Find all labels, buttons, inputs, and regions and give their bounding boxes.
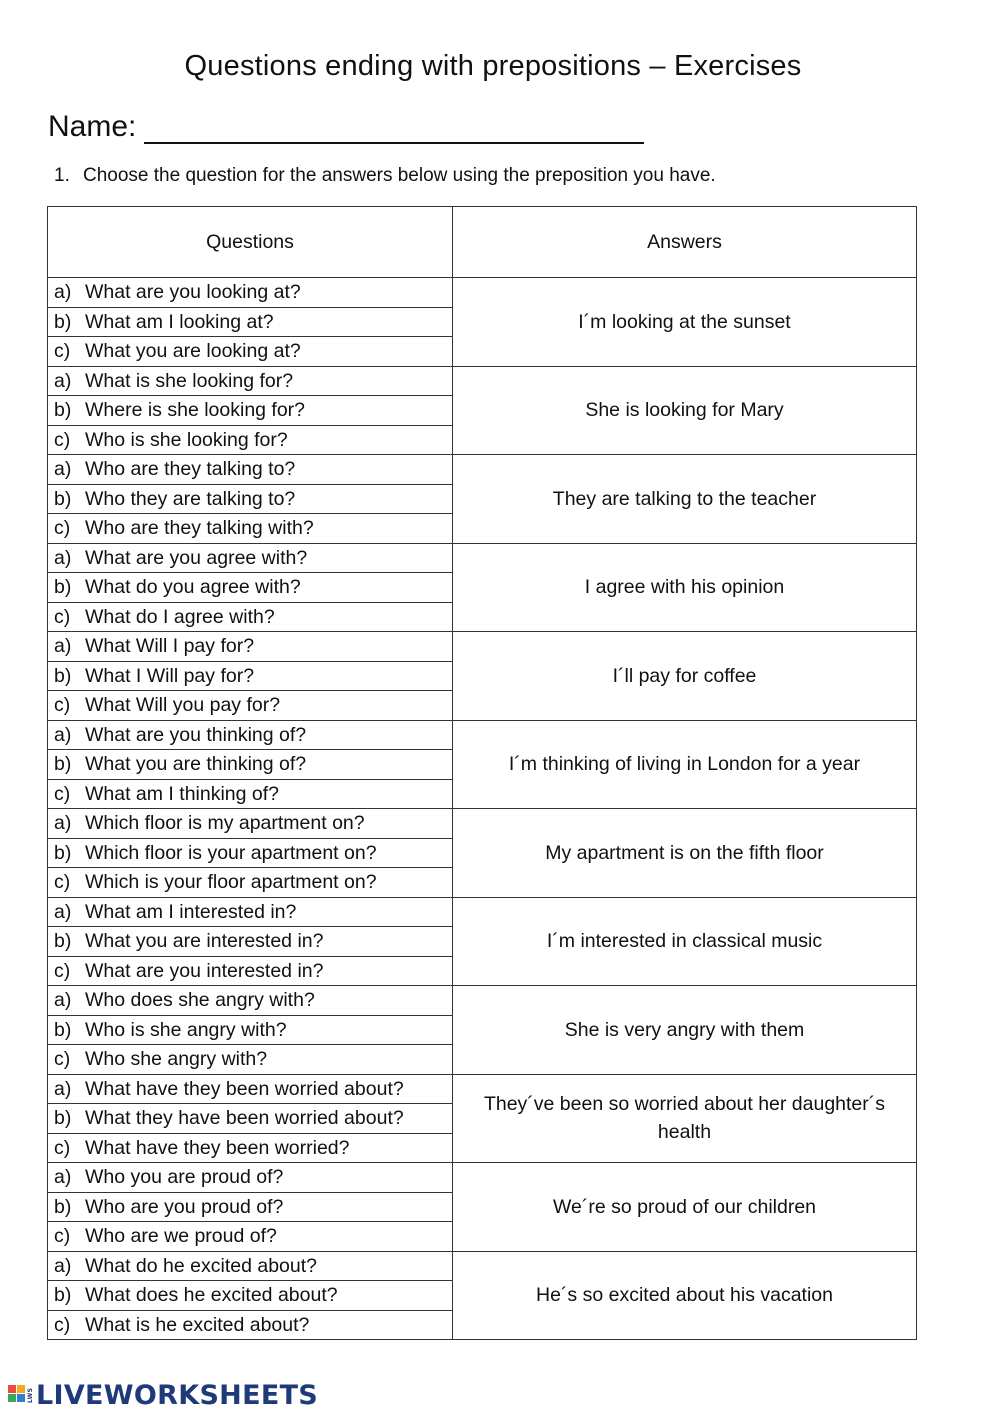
option-letter: b) <box>54 1018 72 1041</box>
option-text: What you are interested in? <box>85 930 324 953</box>
option-letter: c) <box>54 1048 71 1071</box>
instruction <box>54 165 716 187</box>
question-option[interactable] <box>48 956 453 986</box>
answer-cell: I´m thinking of living in London for a year <box>453 720 917 809</box>
question-option[interactable] <box>48 1222 453 1252</box>
option-letter: c) <box>54 517 71 540</box>
question-option[interactable] <box>48 1192 453 1222</box>
option-letter: b) <box>54 841 72 864</box>
option-letter: a) <box>54 369 72 392</box>
option-text: What I Will pay for? <box>85 664 255 687</box>
option-letter: a) <box>54 546 72 569</box>
option-text: What you are looking at? <box>85 340 301 363</box>
option-text: Which is your floor apartment on? <box>85 871 377 894</box>
question-option[interactable] <box>48 868 453 898</box>
option-letter: a) <box>54 1166 72 1189</box>
option-text: What are you interested in? <box>85 959 324 982</box>
option-text: What Will you pay for? <box>85 694 281 717</box>
question-option[interactable] <box>48 661 453 691</box>
option-text: What is he excited about? <box>85 1313 310 1336</box>
answer-cell: I´m looking at the sunset <box>453 278 917 367</box>
option-text: Where is she looking for? <box>85 399 306 422</box>
option-letter: a) <box>54 458 72 481</box>
table-row <box>48 278 917 308</box>
option-letter: b) <box>54 1107 72 1130</box>
option-letter: c) <box>54 1136 71 1159</box>
option-text: What is she looking for? <box>85 369 294 392</box>
question-option[interactable] <box>48 838 453 868</box>
table-row <box>48 720 917 750</box>
table-row <box>48 1163 917 1193</box>
name-blank-line[interactable] <box>144 108 644 144</box>
question-option[interactable] <box>48 543 453 573</box>
table-row <box>48 366 917 396</box>
question-option[interactable] <box>48 455 453 485</box>
option-text: What am I looking at? <box>85 310 274 333</box>
logo-mark-letters: LWS <box>27 1387 34 1403</box>
question-option[interactable] <box>48 632 453 662</box>
question-option[interactable] <box>48 809 453 839</box>
answer-cell: She is very angry with them <box>453 986 917 1075</box>
question-option[interactable] <box>48 602 453 632</box>
option-text: What do I agree with? <box>85 605 275 628</box>
option-text: What have they been worried? <box>85 1136 350 1159</box>
table-row <box>48 543 917 573</box>
question-option[interactable] <box>48 1015 453 1045</box>
question-option[interactable] <box>48 927 453 957</box>
answer-cell: We´re so proud of our children <box>453 1163 917 1252</box>
option-letter: b) <box>54 664 72 687</box>
table-row <box>48 1074 917 1104</box>
table-row <box>48 632 917 662</box>
option-letter: b) <box>54 310 72 333</box>
option-text: Who she angry with? <box>85 1048 268 1071</box>
option-letter: b) <box>54 576 72 599</box>
questions-header: Questions <box>48 207 453 278</box>
name-field <box>48 108 644 144</box>
question-option[interactable] <box>48 1310 453 1340</box>
question-option[interactable] <box>48 779 453 809</box>
answer-cell: They are talking to the teacher <box>453 455 917 544</box>
question-option[interactable] <box>48 1251 453 1281</box>
option-text: What are you thinking of? <box>85 723 307 746</box>
option-letter: c) <box>54 959 71 982</box>
option-letter: b) <box>54 753 72 776</box>
option-letter: a) <box>54 1077 72 1100</box>
option-text: What are you agree with? <box>85 546 308 569</box>
option-letter: c) <box>54 782 71 805</box>
option-text: Who they are talking to? <box>85 487 296 510</box>
option-text: What am I interested in? <box>85 900 297 923</box>
question-option[interactable] <box>48 897 453 927</box>
option-letter: a) <box>54 1254 72 1277</box>
table-header-row <box>48 207 917 278</box>
question-option[interactable] <box>48 1074 453 1104</box>
option-letter: c) <box>54 1225 71 1248</box>
table-row <box>48 809 917 839</box>
option-letter: c) <box>54 694 71 717</box>
liveworksheets-logo <box>8 1380 318 1411</box>
question-option[interactable] <box>48 484 453 514</box>
option-letter: b) <box>54 399 72 422</box>
option-letter: b) <box>54 1195 72 1218</box>
option-text: Which floor is my apartment on? <box>85 812 365 835</box>
option-letter: a) <box>54 812 72 835</box>
question-option[interactable] <box>48 750 453 780</box>
liveworksheets-logo-icon <box>8 1383 34 1409</box>
option-letter: b) <box>54 1284 72 1307</box>
table-row <box>48 455 917 485</box>
option-letter: a) <box>54 281 72 304</box>
exercise-table <box>47 206 917 1340</box>
option-text: Who is she angry with? <box>85 1018 287 1041</box>
answer-cell: He´s so excited about his vacation <box>453 1251 917 1340</box>
option-text: What they have been worried about? <box>85 1107 404 1130</box>
option-text: What do he excited about? <box>85 1254 317 1277</box>
option-letter: b) <box>54 487 72 510</box>
answer-cell: They´ve been so worried about her daughter´s health <box>453 1074 917 1163</box>
option-letter: a) <box>54 989 72 1012</box>
question-option[interactable] <box>48 425 453 455</box>
option-text: Who is she looking for? <box>85 428 288 451</box>
question-option[interactable] <box>48 278 453 308</box>
question-option[interactable] <box>48 1104 453 1134</box>
name-label: Name: <box>48 110 137 143</box>
question-option[interactable] <box>48 307 453 337</box>
question-option[interactable] <box>48 1163 453 1193</box>
option-letter: c) <box>54 605 71 628</box>
page-title: Questions ending with prepositions – Exercises <box>184 50 802 82</box>
question-option[interactable] <box>48 1133 453 1163</box>
option-text: What are you looking at? <box>85 281 301 304</box>
answer-cell: I´ll pay for coffee <box>453 632 917 721</box>
instruction-number: 1. <box>54 165 70 186</box>
option-letter: c) <box>54 1313 71 1336</box>
answer-cell: I agree with his opinion <box>453 543 917 632</box>
option-text: Who are we proud of? <box>85 1225 277 1248</box>
option-text: Who are they talking with? <box>85 517 314 540</box>
answer-cell: I´m interested in classical music <box>453 897 917 986</box>
question-option[interactable] <box>48 573 453 603</box>
option-text: What you are thinking of? <box>85 753 307 776</box>
option-letter: b) <box>54 930 72 953</box>
table-row <box>48 1251 917 1281</box>
option-letter: c) <box>54 871 71 894</box>
table-body <box>48 278 917 1340</box>
table-row <box>48 897 917 927</box>
option-text: What do you agree with? <box>85 576 301 599</box>
option-letter: c) <box>54 340 71 363</box>
question-option[interactable] <box>48 514 453 544</box>
option-text: Who you are proud of? <box>85 1166 284 1189</box>
question-option[interactable] <box>48 1281 453 1311</box>
option-text: What have they been worried about? <box>85 1077 404 1100</box>
option-text: Who are you proud of? <box>85 1195 284 1218</box>
question-option[interactable] <box>48 366 453 396</box>
question-option[interactable] <box>48 720 453 750</box>
question-option[interactable] <box>48 986 453 1016</box>
option-text: What am I thinking of? <box>85 782 280 805</box>
option-letter: a) <box>54 635 72 658</box>
option-text: Which floor is your apartment on? <box>85 841 377 864</box>
question-option[interactable] <box>48 691 453 721</box>
option-text: What Will I pay for? <box>85 635 255 658</box>
answer-cell: She is looking for Mary <box>453 366 917 455</box>
question-option[interactable] <box>48 396 453 426</box>
logo-text: LIVEWORKSHEETS <box>36 1380 319 1411</box>
option-letter: c) <box>54 428 71 451</box>
option-letter: a) <box>54 900 72 923</box>
option-text: Who does she angry with? <box>85 989 315 1012</box>
answer-cell: My apartment is on the fifth floor <box>453 809 917 898</box>
answers-header: Answers <box>453 207 917 278</box>
question-option[interactable] <box>48 1045 453 1075</box>
option-letter: a) <box>54 723 72 746</box>
instruction-text: Choose the question for the answers below using the preposition you have. <box>83 165 716 186</box>
option-text: What does he excited about? <box>85 1284 338 1307</box>
table-row <box>48 986 917 1016</box>
question-option[interactable] <box>48 337 453 367</box>
option-text: Who are they talking to? <box>85 458 296 481</box>
